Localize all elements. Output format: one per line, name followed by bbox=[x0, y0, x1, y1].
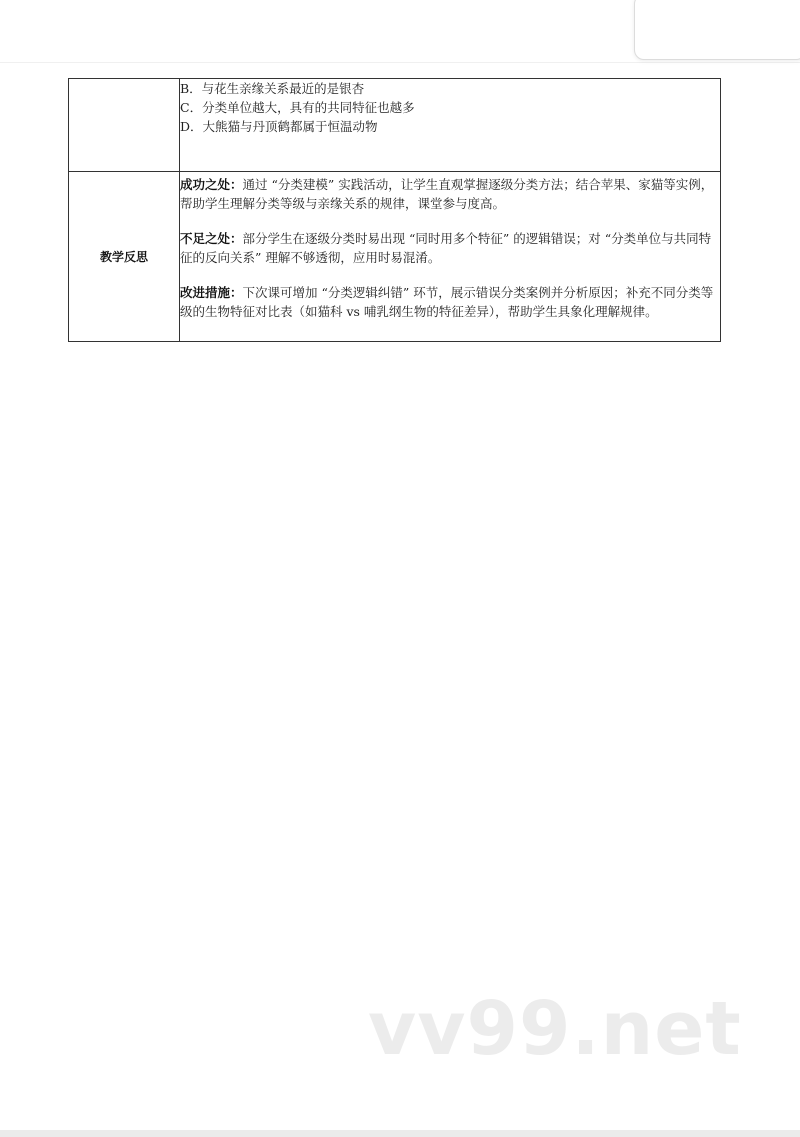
reflection-label: 教学反思 bbox=[69, 172, 180, 342]
corner-panel bbox=[634, 0, 800, 60]
reflection-content-cell bbox=[180, 172, 721, 342]
success-paragraph bbox=[180, 175, 720, 213]
lesson-table bbox=[68, 78, 721, 342]
success-label: 成功之处： bbox=[180, 177, 243, 192]
option-b: B．与花生亲缘关系最近的是银杏 bbox=[180, 81, 365, 96]
shortcoming-text: 部分学生在逐级分类时易出现 “同时用多个特征” 的逻辑错误；对 “分类单位与共同特征的反向关系” 理解不够透彻，应用时易混淆。 bbox=[180, 231, 712, 265]
shortcoming-paragraph bbox=[180, 229, 720, 267]
option-c: C．分类单位越大，具有的共同特征也越多 bbox=[180, 100, 415, 115]
reflection-row bbox=[69, 172, 721, 342]
options-label-cell bbox=[69, 79, 180, 172]
success-text: 通过 “分类建模” 实践活动，让学生直观掌握逐级分类方法；结合苹果、家猫等实例，帮助学生理解分类等级与亲缘关系的规律，课堂参与度高。 bbox=[180, 177, 714, 211]
improvement-paragraph bbox=[180, 283, 720, 321]
watermark: vv99.net bbox=[368, 986, 742, 1072]
option-d: D．大熊猫与丹顶鹤都属于恒温动物 bbox=[180, 119, 378, 134]
options-row bbox=[69, 79, 721, 172]
improvement-label: 改进措施： bbox=[180, 285, 243, 300]
options-content-cell bbox=[180, 79, 721, 172]
improvement-text: 下次课可增加 “分类逻辑纠错” 环节，展示错误分类案例并分析原因；补充不同分类等级的生物特征对比表（如猫科 vs 哺乳纲生物的特征差异），帮助学生具象化理解规律。 bbox=[180, 285, 714, 319]
shortcoming-label: 不足之处： bbox=[180, 231, 243, 246]
